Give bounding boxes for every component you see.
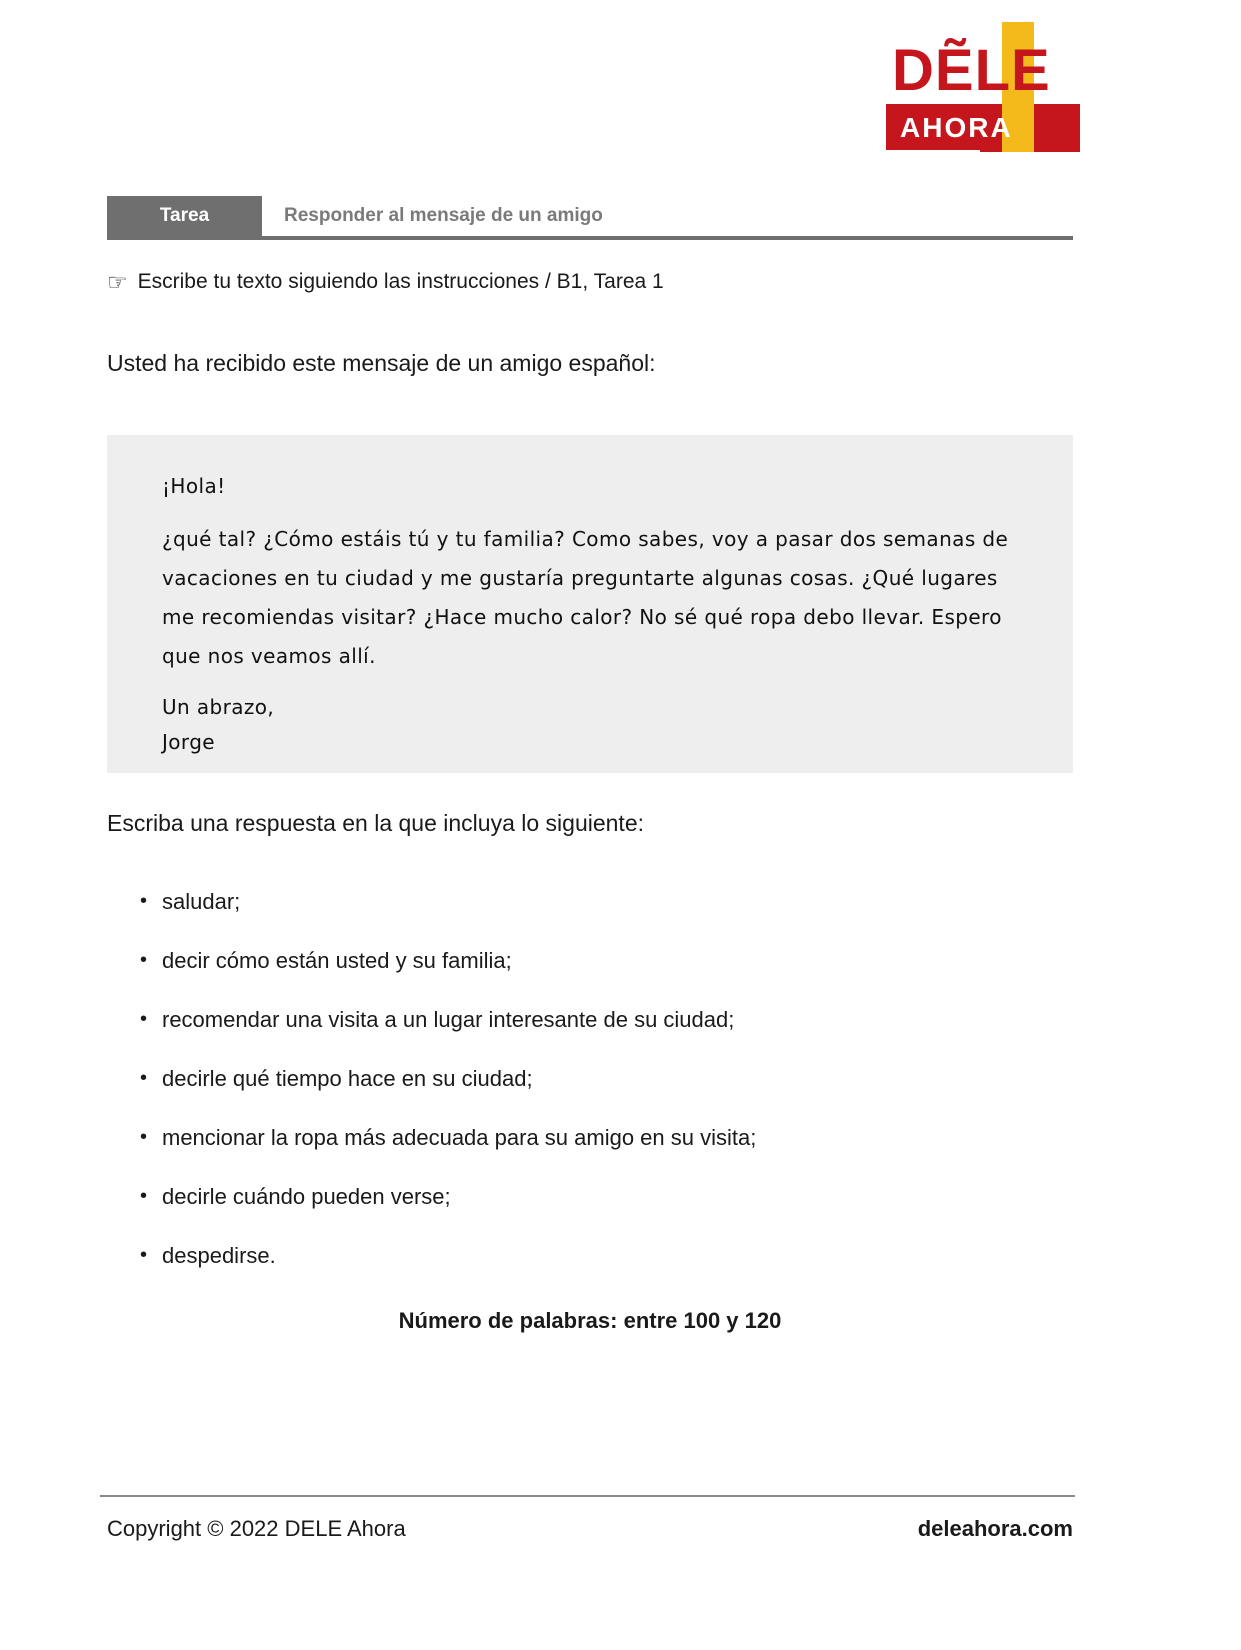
list-item: • despedirse. [140, 1226, 1020, 1285]
list-item: • decir cómo están usted y su familia; [140, 931, 1020, 990]
message-body: ¿qué tal? ¿Cómo estáis tú y tu familia? Como sabes, voy a pasar dos semanas de vacaciones en tu ciudad y me gustaría preguntarte algunas cosas. ¿Qué lugares me recomiendas visitar? ¿Hace mucho calor? No sé qué ropa debo llevar. Espero que nos veamos allí. [162, 527, 1009, 668]
page-footer [107, 1516, 1073, 1542]
pointing-hand-icon: ☞ [107, 268, 128, 295]
message-greeting: ¡Hola! [162, 474, 226, 498]
task-title: Responder al mensaje de un amigo [262, 196, 1073, 236]
logo-brand-bottom: AHORA [900, 112, 1013, 143]
intro-text: Usted ha recibido este mensaje de un amigo español: [107, 350, 656, 376]
message-signature: Jorge [162, 730, 216, 754]
friend-message-box [107, 435, 1073, 773]
copyright-text: Copyright © 2022 DELE Ahora [107, 1516, 406, 1541]
list-item: • saludar; [140, 872, 1020, 931]
logo-brand-top: DẼLE [892, 38, 1051, 103]
dele-ahora-logo [880, 22, 1080, 152]
response-prompt: Escriba una respuesta en la que incluya lo siguiente: [107, 810, 645, 836]
instruction-text: Escribe tu texto siguiendo las instrucciones / B1, Tarea 1 [137, 270, 664, 293]
website-link[interactable]: deleahora.com [917, 1516, 1073, 1541]
instruction-line [107, 270, 664, 294]
list-item: • recomendar una visita a un lugar interesante de su ciudad; [140, 990, 1020, 1049]
list-item: • decirle qué tiempo hace en su ciudad; [140, 1049, 1020, 1108]
task-tab-label: Tarea [107, 196, 262, 236]
list-item: • decirle cuándo pueden verse; [140, 1167, 1020, 1226]
requirements-list [140, 872, 1020, 1285]
task-header-bar [107, 196, 1073, 236]
word-count-requirement: Número de palabras: entre 100 y 120 [398, 1308, 782, 1333]
header-divider [107, 236, 1073, 240]
message-closing: Un abrazo, [162, 695, 275, 719]
footer-divider [100, 1495, 1075, 1497]
list-item: • mencionar la ropa más adecuada para su amigo en su visita; [140, 1108, 1020, 1167]
